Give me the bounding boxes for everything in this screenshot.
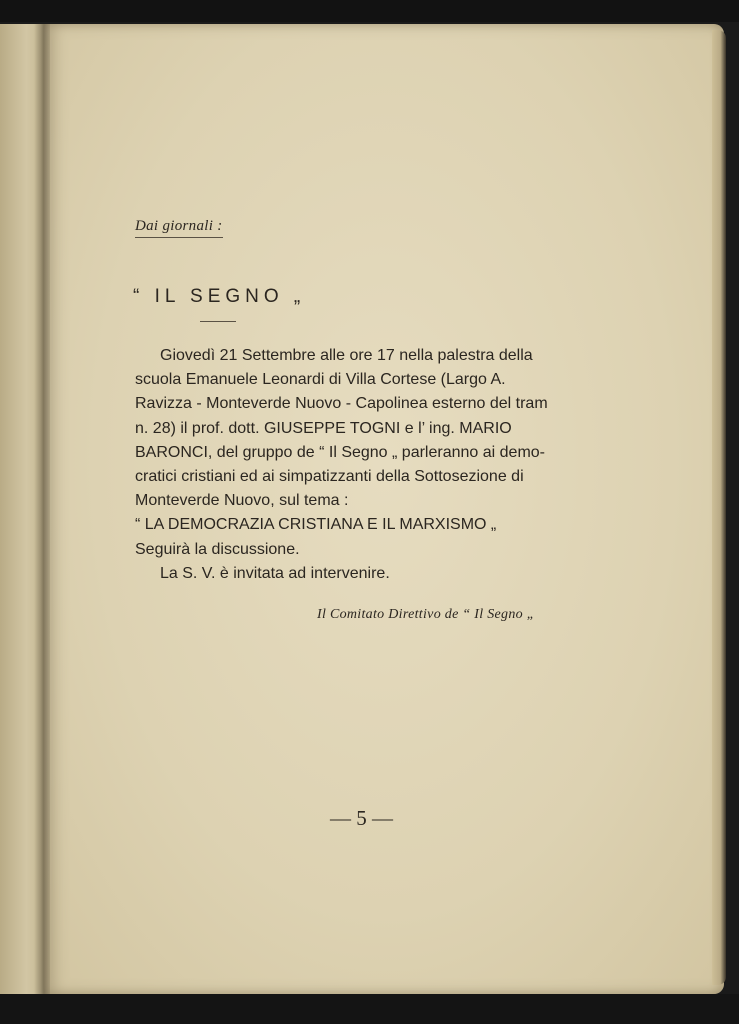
signature: Il Comitato Direttivo de “ Il Segno „ <box>317 607 535 622</box>
body-line: Ravizza - Monteverde Nuovo - Capolinea esterno del tram <box>135 395 548 413</box>
article-body <box>135 344 597 586</box>
body-line: cratici cristiani ed ai simpatizzanti della Sottosezione di <box>135 468 524 486</box>
body-line: “ LA DEMOCRAZIA CRISTIANA E IL MARXISMO „ <box>135 516 497 534</box>
body-line: Seguirà la discussione. <box>135 540 300 558</box>
body-line: Monteverde Nuovo, sul tema : <box>135 492 349 510</box>
body-line: La S. V. è invitata ad intervenire. <box>160 564 390 582</box>
scan-bottom-border <box>0 994 739 1024</box>
body-line: n. 28) il prof. dott. GIUSEPPE TOGNI e l’ ing. MARIO <box>135 419 512 437</box>
page-number: — 5 — <box>330 806 393 830</box>
heading-flourish <box>200 321 236 323</box>
source-label: Dai giornali : <box>135 218 223 238</box>
article-heading: “ IL SEGNO „ <box>133 286 306 307</box>
page-right-edge <box>712 30 726 985</box>
body-line: BARONCI, del gruppo de “ Il Segno „ parleranno ai demo- <box>135 443 545 461</box>
body-line: Giovedì 21 Settembre alle ore 17 nella palestra della <box>160 347 533 364</box>
body-line: scuola Emanuele Leonardi di Villa Cortese (Largo A. <box>135 371 506 389</box>
scan-top-border <box>0 0 739 22</box>
book-gutter <box>34 24 50 994</box>
